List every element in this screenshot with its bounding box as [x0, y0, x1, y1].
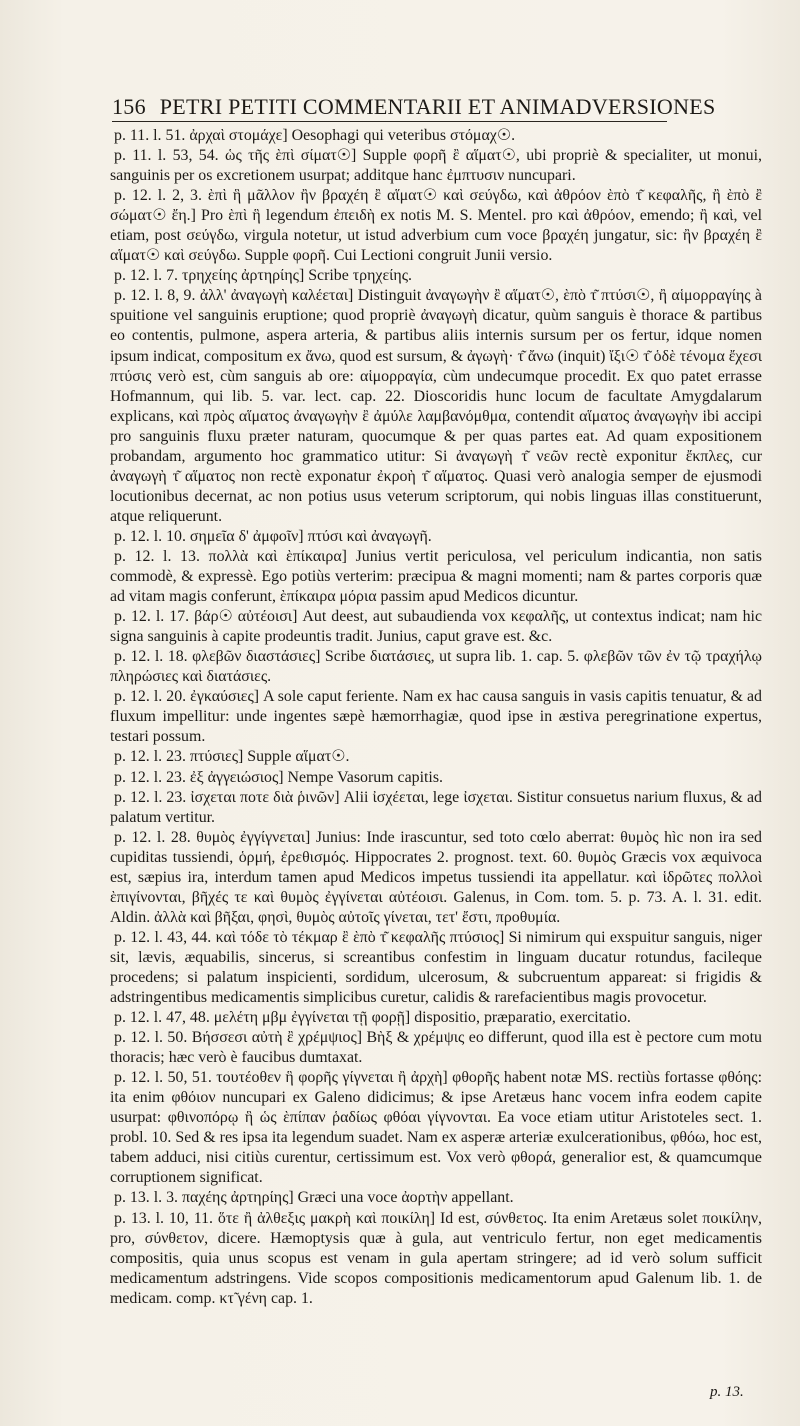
- header-rule: [112, 121, 667, 122]
- page-number: 156: [112, 94, 146, 119]
- note-paragraph: p. 12. l. 7. τρηχείης ἀρτηρίης] Scribe τρηχείης.: [114, 267, 412, 285]
- catchword: p. 13.: [710, 1384, 744, 1400]
- note-paragraph: p. 12. l. 8, 9. ἀλλ' ἀναγωγὴ καλέεται] Distinguit ἀναγωγὴν ἒ αἵματ☉, ὲπὸ τ͂ πτύσι☉, ἢ αἱμορραγίης à spuitione vel sanguinis eruptione; quod propriè ἀναγωγὴ dicatur, quùm sanguis è thorace & partibus eo contentis, pulmone, aspera arteria, & partibus aliis internis sursum per os fertur, idque nomen ipsum indicat, compositum ex ἄνω, quod est sursum, & ἀγωγὴ· τ͂ ἄνω (inquit) ἴξι☉ τ͂ ὁδὲ τένομα ἔχεσι πτύσις verò est, cùm sanguis ab ore: αἱμορραγία, cùm undecumque procedit. Ex quo patet errasse Hofmannum, qui lib. 5. var. lect. cap. 22. Dioscoridis hunc locum de facultate Amygdalarum explicans, καὶ πρὸς αἵματος ἀναγωγὴν ἒ ἀμύλε λαμβανόμθμα, contendit αἵματος ἀναγωγὴν ibi accipi pro sanguinis fluxu præter naturam, quocumque & per quas partes eat. Ad quam expositionem probandam, argumento hoc grammatico utitur: Si ἀναγωγὴ τ͂ νεῶν rectè exponitur ἔκπλες, cur ἀναγωγὴ τ͂ αἵματος non rectè exponatur ἐκροὴ τ͂ αἵματος. Quasi verò analogia semper de ejusmodi locutionibus decernat, ac non potius usus veterum scriptorum, qui nobis linguas illas constituerunt, atque reliquerunt.: [110, 287, 762, 525]
- note-paragraph: p. 12. l. 20. ἐγκαύσιες] A sole caput feriente. Nam ex hac causa sanguis in vasis capitis tenuatur, & ad fluxum impellitur: unde ingentes sæpè hæmorrhagiæ, quod ipse in æstiva peregrinatione expertus, testari possum.: [110, 688, 762, 746]
- note-paragraph: p. 12. l. 13. πολλὰ καὶ ὲπίκαιρα] Junius vertit periculosa, vel periculum indicantia, non satis commodè, & expressè. Ego potiùs verterim: præcipua & magni momenti; nam & partes corporis quæ ad vitam magis conferunt, ὲπίκαιρα μόρια passim apud Medicos dicuntur.: [110, 547, 762, 606]
- note-paragraph: p. 13. l. 3. παχέης ἀρτηρίης] Græci una voce ἀορτὴν appellant.: [114, 1189, 514, 1207]
- note-paragraph: p. 11. l. 53, 54. ὡς τῆς ὲπὶ σίματ☉] Supple φορῆ ἒ αἵματ☉, ubi propriè & specialiter, ut monui, sanguinis per os excretionem usurpat; additque hanc ἐμπτυσιν nuncupari.: [110, 147, 762, 185]
- note-paragraph: p. 12. l. 10. σημεῖα δ' ἀμφοῖν] πτύσι καὶ ἀναγωγῆ.: [114, 527, 432, 545]
- note-paragraph: p. 12. l. 47, 48. μελέτη μβμ ἐγγίνεται τῇ φορῇ] dispositio, præparatio, exercitatio.: [114, 1009, 631, 1027]
- commentary-body: [110, 126, 762, 1309]
- note-paragraph: p. 12. l. 2, 3. ὲπὶ ἣ μᾶλλον ἢν βραχέη ἒ αἵματ☉ καὶ σεύγδω, καὶ ἀθρόον ὲπὸ τ͂ κεφαλῆς, ἢ ὲπὸ ἒ σώματ☉ ἔη.] Pro ὲπὶ ἣ legendum ἐπειδὴ ex notis M. S. Mentel. pro καὶ ἀθρόον, emendo; ἢ καὶ, vel etiam, post σεύγδω, virgula notetur, ut istud adverbium cum voce βραχέη jungatur, sic: ἢν βραχέη ἒ αἵματ☉ καὶ σεύγδω. Supple φορῆ. Cui Lectioni congruit Junii versio.: [110, 187, 762, 265]
- note-paragraph: p. 12. l. 17. βάρ☉ αὐτέοισι] Aut deest, aut subaudienda vox κεφαλῆς, ut contextus indicat; nam hic signa sanguinis à capite prodeuntis tradit. Junius, caput grave est. &c.: [110, 608, 762, 646]
- note-paragraph: p. 12. l. 23. ἰσχεται ποτε διὰ ῥινῶν] Alii ἰσχέεται, lege ἰσχεται. Sistitur consuetus narium fluxus, & ad palatum vertitur.: [110, 788, 762, 826]
- note-paragraph: p. 12. l. 43, 44. καὶ τόδε τὸ τέκμαρ ἒ ὲπὸ τ͂ κεφαλῆς πτύσιος] Si nimirum qui exspuitur sanguis, niger sit, lævis, æquabilis, sincerus, si screantibus confestim in linguam ducatur rotundus, facileque procedens; si palatum inspicienti, sordidum, ulcerosum, & subcruentum appareat: si frigidis & adstringentibus medicamentis simplicibus curetur, calidis & rarefacientibus magis provocetur.: [110, 928, 762, 1007]
- note-paragraph: p. 12. l. 28. θυμὸς ἐγγίγνεται] Junius: Inde irascuntur, sed toto cœlo aberrat: θυμὸς hìc non ira sed cupiditas tussiendi, ὁρμή, ἐρεθισμός. Hippocrates 2. prognost. text. 60. θυμὸς Græcis vox æquivoca est, sæpius ira, interdum tamen apud Medicos impetus tussiendi ita appellatur. καὶ ἱδρῶτες πολλοὶ ὲπιγίνονται, βῆχές τε καὶ θυμὸς ἐγγίνεται αὐτέοισι. Galenus, in Com. tom. 5. p. 73. A. l. 31. edit. Aldin. ἀλλὰ καὶ βῆξαι, φησὶ, θυμὸς αὐτοῖς γίνεται, τετ' ἔστι, προθυμία.: [110, 828, 762, 926]
- note-paragraph: p. 11. l. 51. ἀρχαὶ στομάχε] Oesophagi qui veteribus στόμαχ☉.: [114, 127, 516, 144]
- note-paragraph: p. 12. l. 50, 51. τουτέοθεν ἣ φορῆς γίγνεται ἢ ἀρχὴ] φθορῆς habent notæ MS. rectiùs fortasse φθόης: ita enim φθόιον nuncupari ex Galeno didicimus; & ipse Aretæus hanc vocem infra eodem capite usurpat: φθινοπόρῳ ἣ ὡς ὲπίπαν ῥαδίως φθόαι γίγνονται. Ea voce etiam utitur Aristoteles sect. 1. probl. 10. Sed & res ipsa ita legendum suadet. Nam ex asperæ arteriæ exulcerationibus, φθόω, hoc est, tabem adduci, nisi citiùs curentur, certissimum est. Vox verò φθορά, generalior est, & quamcumque corruptionem significat.: [110, 1069, 762, 1187]
- note-paragraph: p. 12. l. 23. ἐξ ἀγγειώσιος] Nempe Vasorum capitis.: [114, 768, 443, 786]
- note-paragraph: p. 12. l. 18. φλεβῶν διαστάσιες] Scribe διατάσιες, ut supra lib. 1. cap. 5. φλεβῶν τῶν ἐν τῷ τραχήλῳ πληρώσιες καὶ διατάσιες.: [110, 648, 762, 686]
- running-header: [112, 94, 716, 120]
- note-paragraph: p. 12. l. 23. πτύσιες] Supple αἵματ☉.: [114, 748, 350, 766]
- note-paragraph: p. 12. l. 50. Βήσσεσι αὐτὴ ἒ χρέμψιος] Βὴξ & χρέμψις eo differunt, quod illa est è pectore cum motu thoracis; hæc verò è faucibus dumtaxat.: [110, 1029, 762, 1067]
- running-title: PETRI PETITI COMMENTARII ET ANIMADVERSIONES: [159, 94, 716, 119]
- note-paragraph: p. 13. l. 10, 11. ὅτε ἢ ἀλθεξις μακρὴ καὶ ποικίλη] Id est, σύνθετος. Ita enim Aretæus solet ποικίλην, pro, σύνθετον, dicere. Hæmoptysis quæ à gula, aut ventriculo fertur, non eget medicamentis compositis, quia unus scopus est venam in gula apertam stringere; ad id verò solum sufficit medicamentum adstringens. Vide scopos compositionis medicamentorum apud Galenum lib. 1. de medicam. comp. κτ̃ γένη cap. 1.: [110, 1209, 762, 1307]
